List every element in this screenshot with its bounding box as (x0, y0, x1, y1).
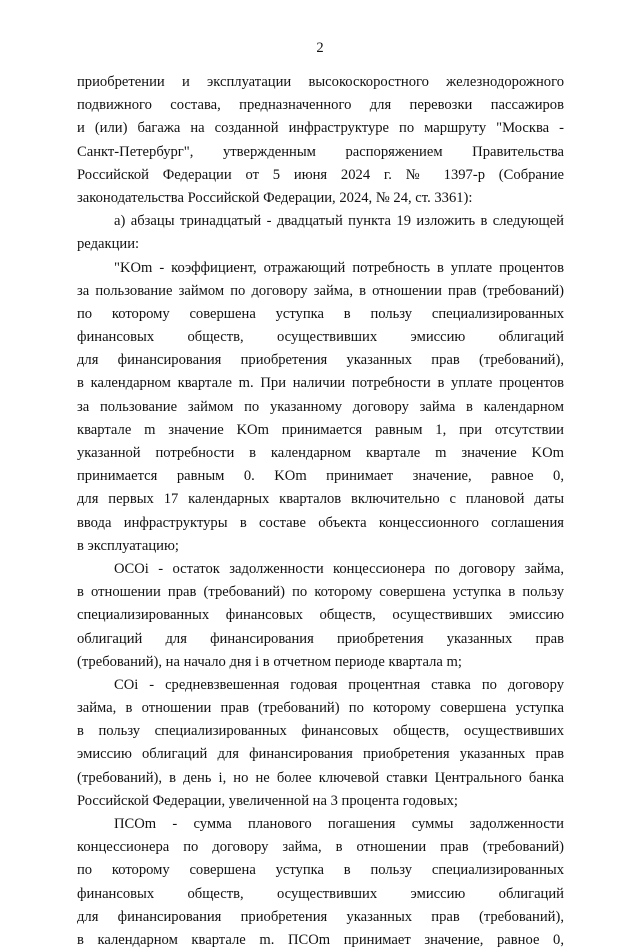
text-line: по которому совершена уступка в пользу специализированных (77, 862, 564, 879)
text-line: эмиссию облигаций для финансирования приобретения указанных прав (77, 746, 564, 763)
text-line: ПCOm - сумма планового погашения суммы задолженности (114, 816, 564, 832)
text-line: ввода инфраструктуры в составе объекта концессионного соглашения (77, 514, 564, 531)
text-line: принимается равным 0. KOm принимает значение, равное 0, (77, 468, 564, 485)
text-line: законодательства Российской Федерации, 2024, № 24, ст. 3361): (77, 189, 473, 206)
text-line: Санкт-Петербург", утвержденным распоряжением Правительства (77, 143, 564, 160)
text-line: в пользу специализированных финансовых обществ, осуществивших (77, 723, 564, 740)
text-line: финансовых обществ, осуществивших эмиссию облигаций (77, 329, 564, 346)
text-line: специализированных финансовых обществ, осуществивших эмиссию (77, 607, 564, 624)
text-line: займа, в отношении прав (требований) по которому совершена уступка (77, 700, 564, 717)
text-line: для финансирования приобретения указанных прав (требований), (77, 352, 564, 369)
text-line: подвижного состава, предназначенного для перевозки пассажиров (77, 97, 564, 114)
text-line: за пользование займом по указанному договору займа в календарном (77, 398, 564, 415)
text-line: OCOi - остаток задолженности концессионера по договору займа, (114, 560, 564, 577)
document-body (77, 71, 564, 952)
text-line: в календарном квартале m. ПCOm принимает значение, равное 0, (77, 931, 564, 948)
text-line: Российской Федерации, увеличенной на 3 процента годовых; (77, 792, 458, 809)
text-line: приобретении и эксплуатации высокоскоростного железнодорожного (77, 74, 564, 90)
text-line: для финансирования приобретения указанных прав (требований), (77, 908, 564, 925)
text-line: "KOm - коэффициент, отражающий потребность в уплате процентов (114, 259, 564, 276)
text-line: Российской Федерации от 5 июня 2024 г. № 1397-р (Собрание (77, 166, 564, 183)
text-line: по которому совершена уступка в пользу специализированных (77, 305, 564, 322)
text-line: а) абзацы тринадцатый - двадцатый пункта 19 изложить в следующей (114, 213, 564, 230)
text-line: за пользование займом по договору займа, в отношении прав (требований) (77, 282, 564, 299)
text-line: указанной потребности в календарном квартале m значение KOm (77, 445, 564, 461)
text-line: финансовых обществ, осуществивших эмиссию облигаций (77, 885, 564, 902)
text-line: облигаций для финансирования приобретения указанных прав (77, 630, 564, 647)
text-line: COi - средневзвешенная годовая процентная ставка по договору (114, 676, 564, 693)
text-line: в отношении прав (требований) по которому совершена уступка в пользу (77, 584, 564, 601)
page-number: 2 (316, 40, 324, 56)
text-line: в календарном квартале m. При наличии потребности в уплате процентов (77, 375, 564, 392)
text-line: и (или) багажа на созданной инфраструктуре по маршруту "Москва - (77, 120, 564, 137)
text-line: редакции: (77, 236, 140, 253)
text-line: квартале m значение KOm принимается равным 1, при отсутствии (77, 421, 564, 438)
text-line: для первых 17 календарных кварталов включительно с плановой даты (77, 491, 564, 508)
text-line: (требований), на начало дня i в отчетном периоде квартала m; (77, 653, 462, 670)
text-line: (требований), в день i, но не более ключевой ставки Центрального банка (77, 769, 564, 786)
text-line: концессионера по договору займа, в отношении прав (требований) (77, 839, 564, 856)
text-line: в эксплуатацию; (77, 537, 179, 554)
